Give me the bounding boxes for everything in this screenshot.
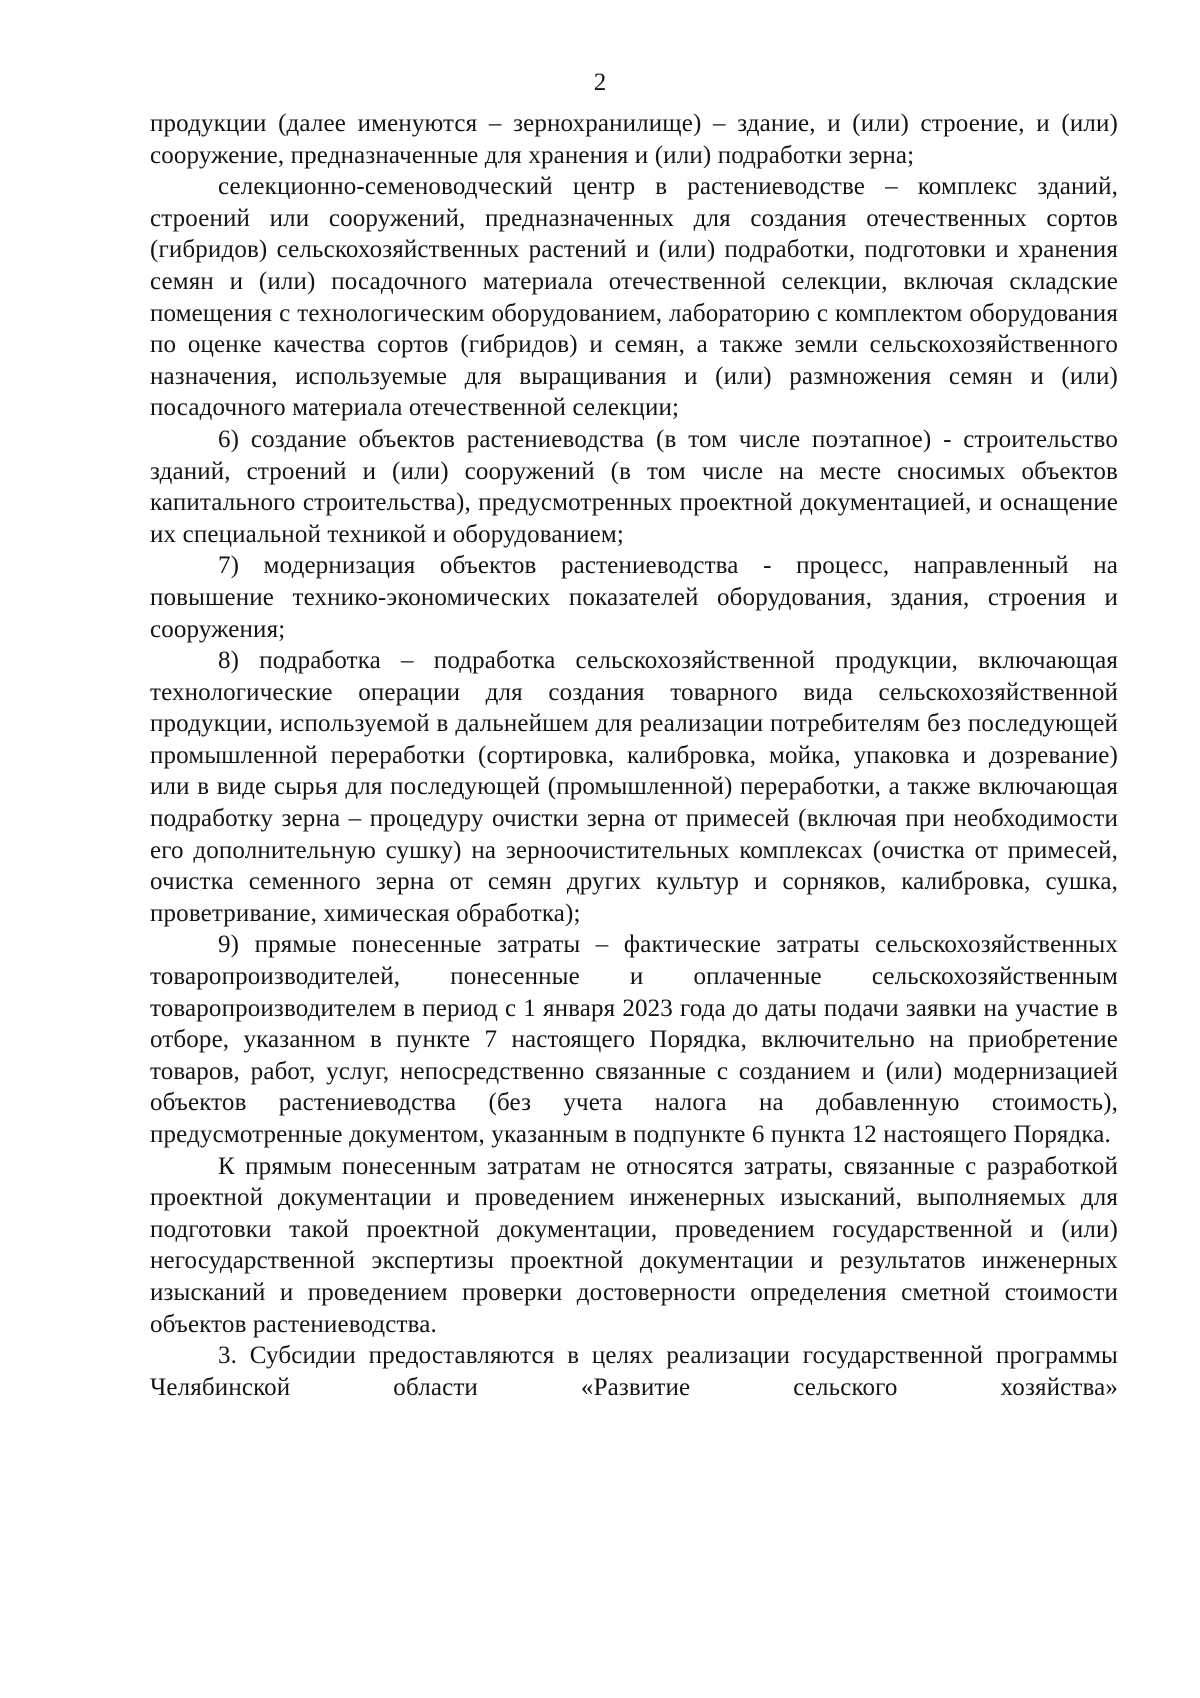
paragraph-item-9: 9) прямые понесенные затраты – фактические затраты сельскохозяйственных товаропроизводителей, понесенные и оплаченные сельскохозяйственным товаропроизводителем в период с 1 января 2023 года до даты подачи заявки на участие в отборе, указанном в пункте 7 настоящего Порядка, включительно на приобретение товаров, работ, услуг, непосредственно связанные с созданием и (или) модернизацией объектов растениеводства (без учета налога на добавленную стоимость), предусмотренные документом, указанным в подпункте 6 пункта 12 настоящего Порядка. <box>150 931 1118 1148</box>
paragraph-section-3: 3. Субсидии предоставляются в целях реализации государственной программы Челябинской области «Развитие сельского хозяйства» <box>150 1342 1118 1401</box>
paragraph-item-7: 7) модернизация объектов растениеводства - процесс, направленный на повышение технико-экономических показателей оборудования, здания, строения и сооружения; <box>150 552 1118 643</box>
paragraph-excluded-costs: К прямым понесенным затратам не относятся затраты, связанные с разработкой проектной документации и проведением инженерных изысканий, выполняемых для подготовки такой проектной документации, проведением государственной и (или) негосударственной экспертизы проектной документации и результатов инженерных изысканий и проведением проверки достоверности определения сметной стоимости объектов растениеводства. <box>150 1152 1118 1338</box>
paragraph-item-6: 6) создание объектов растениеводства (в том числе поэтапное) - строительство зданий, строений и (или) сооружений (в том числе на месте сносимых объектов капитального строительства), предусмотренных проектной документацией, и оснащение их специальной техникой и оборудованием; <box>150 425 1118 548</box>
paragraph-grain-storage: продукции (далее именуются – зернохранилище) – здание, и (или) строение, и (или) сооружение, предназначенные для хранения и (или) подработки зерна; <box>150 110 1118 169</box>
paragraph-seed-center: селекционно-семеноводческий центр в растениеводстве – комплекс зданий, строений или сооружений, предназначенных для создания отечественных сортов (гибридов) сельскохозяйственных растений и (или) подработки, подготовки и хранения семян и (или) посадочного материала отечественной селекции, включая складские помещения с технологическим оборудованием, лабораторию с комплектом оборудования по оценке качества сортов (гибридов) и семян, а также земли сельскохозяйственного назначения, используемые для выращивания и (или) размножения семян и (или) посадочного материала отечественной селекции; <box>150 173 1118 422</box>
document-body <box>150 108 1118 1403</box>
paragraph-item-8: 8) подработка – подработка сельскохозяйственной продукции, включающая технологические операции для создания товарного вида сельскохозяйственной продукции, используемой в дальнейшем для реализации потребителям без последующей промышленной переработки (сортировка, калибровка, мойка, упаковка и дозревание) или в виде сырья для последующей (промышленной) переработки, а также включающая подработку зерна – процедуру очистки зерна от примесей (включая при необходимости его дополнительную сушку) на зерноочистительных комплексах (очистка от примесей, очистка семенного зерна от семян других культур и сорняков, калибровка, сушка, проветривание, химическая обработка); <box>150 647 1118 927</box>
page-number: 2 <box>593 69 607 96</box>
